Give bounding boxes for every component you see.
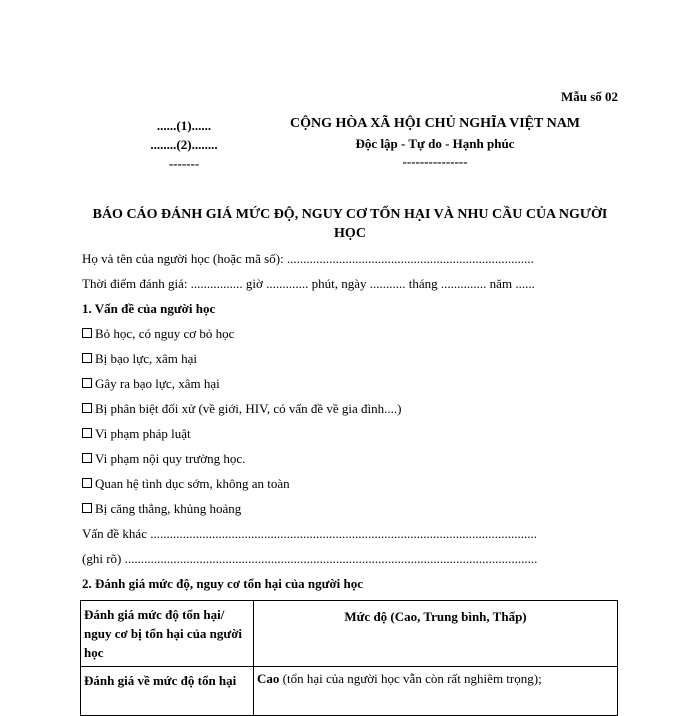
checkbox[interactable] xyxy=(82,378,92,388)
motto-separator: --------------- xyxy=(402,154,468,169)
checkbox[interactable] xyxy=(82,403,92,413)
issuer-line-2: ........(2)........ xyxy=(150,137,218,152)
table-row-label: Đánh giá về mức độ tổn hại xyxy=(81,667,254,716)
table-row xyxy=(81,667,618,716)
nation-name: CỘNG HÒA XÃ HỘI CHỦ NGHĨA VIỆT NAM xyxy=(290,116,581,131)
checkbox[interactable] xyxy=(82,478,92,488)
form-number: Mẫu số 02 xyxy=(560,89,618,104)
other-issue-field: Vấn đề khác ....................................................................................................................... xyxy=(82,526,537,541)
table-header-criteria: Đánh giá mức độ tổn hại/ nguy cơ bị tổn hại của người học xyxy=(81,601,254,667)
checkbox[interactable] xyxy=(82,353,92,363)
issue-label: Vi phạm pháp luật xyxy=(95,426,191,441)
issue-label: Bị căng thẳng, khủng hoảng xyxy=(95,501,242,516)
issue-label: Bỏ học, có nguy cơ bỏ học xyxy=(95,326,235,341)
issue-item xyxy=(82,351,197,367)
checkbox[interactable] xyxy=(82,453,92,463)
national-motto: Độc lập - Tự do - Hạnh phúc xyxy=(355,136,515,151)
checkbox[interactable] xyxy=(82,328,92,338)
table-header-row xyxy=(81,601,618,667)
section-2-heading: 2. Đánh giá mức độ, nguy cơ tổn hại của người học xyxy=(82,576,364,591)
specify-field: (ghi rõ) ............................................................................................................................... xyxy=(82,551,538,566)
issue-item xyxy=(82,476,290,492)
assessment-table xyxy=(80,600,618,716)
student-name-field: Họ và tên của người học (hoặc mã số): ............................................................................ xyxy=(82,251,534,266)
assessment-time-field: Thời điểm đánh giá: ................ giờ ............. phút, ngày ........... tháng .............. năm ...... xyxy=(82,276,535,291)
issuer-line-1: ......(1)...... xyxy=(156,118,212,133)
report-title-line-1: BÁO CÁO ĐÁNH GIÁ MỨC ĐỘ, NGUY CƠ TỔN HẠI VÀ NHU CẦU CỦA NGƯỜI xyxy=(92,207,608,222)
level-value: Cao xyxy=(257,671,280,686)
issue-label: Bị bạo lực, xâm hại xyxy=(95,351,197,366)
issue-item xyxy=(82,451,245,467)
issuer-separator: ------- xyxy=(168,156,200,171)
report-title xyxy=(82,205,618,243)
level-description: (tổn hại của người học vẫn còn rất nghiêm trọng); xyxy=(282,671,542,686)
section-1-heading: 1. Vấn đề của người học xyxy=(82,301,216,316)
checkbox[interactable] xyxy=(82,428,92,438)
issue-item xyxy=(82,326,234,342)
checkbox[interactable] xyxy=(82,503,92,513)
issue-label: Bị phân biệt đối xử (về giới, HIV, có vấn đề về gia đình....) xyxy=(95,401,402,416)
issuer-header xyxy=(140,116,228,173)
issue-label: Gây ra bạo lực, xâm hại xyxy=(95,376,220,391)
issue-item xyxy=(82,426,191,442)
issue-item xyxy=(82,401,401,417)
table-header-level: Mức độ (Cao, Trung bình, Thấp) xyxy=(254,601,618,667)
issue-item xyxy=(82,501,241,517)
report-title-line-2: HỌC xyxy=(334,226,366,241)
issue-label: Vi phạm nội quy trường học. xyxy=(95,451,246,466)
issue-label: Quan hệ tình dục sớm, không an toàn xyxy=(95,476,290,491)
table-row-level-cell xyxy=(254,667,618,716)
national-header xyxy=(290,114,580,170)
issue-item xyxy=(82,376,220,392)
